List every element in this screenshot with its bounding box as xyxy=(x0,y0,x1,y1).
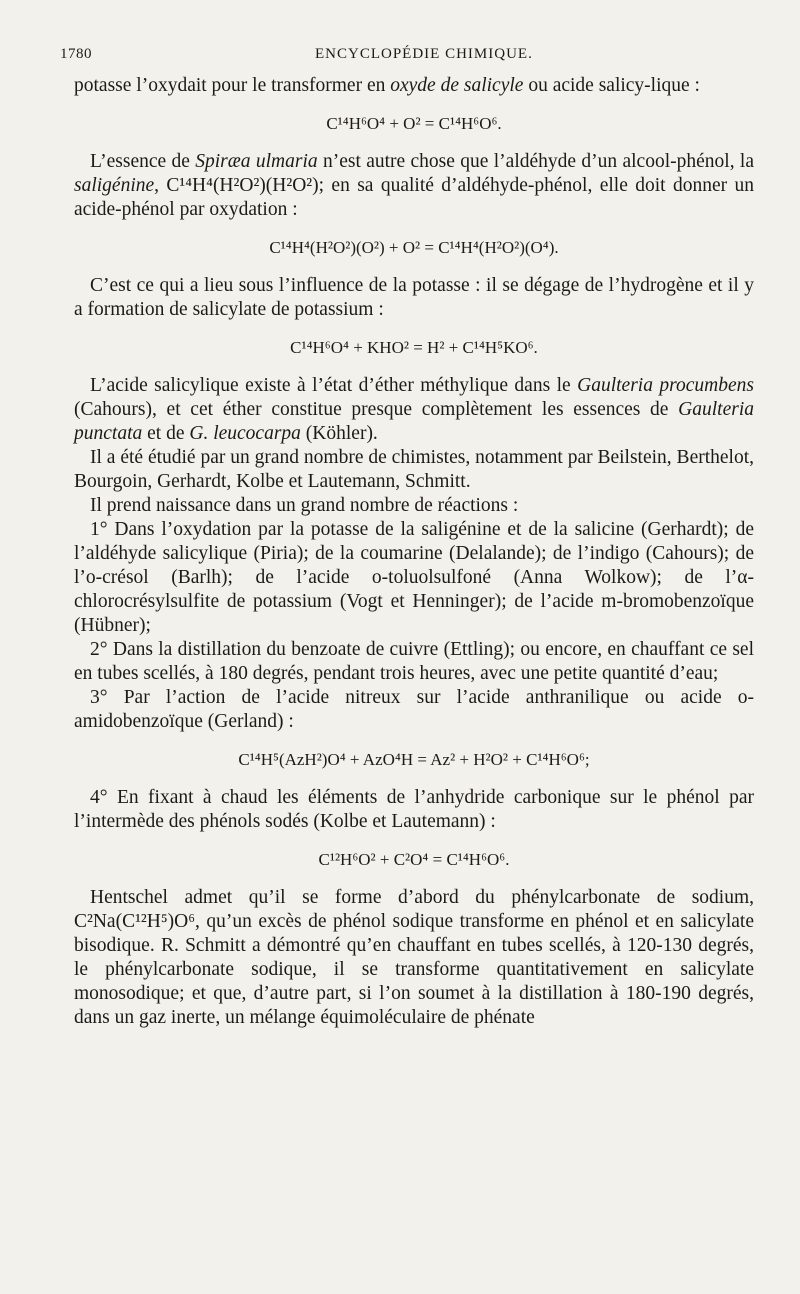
paragraph-4 xyxy=(74,374,754,446)
equation-3: C¹⁴H⁶O⁴ + KHO² = H² + C¹⁴H⁵KO⁶. xyxy=(290,338,538,357)
italic-term: Spiræa ulmaria xyxy=(195,151,318,172)
equation-1: C¹⁴H⁶O⁴ + O² = C¹⁴H⁶O⁶. xyxy=(326,114,502,133)
text-span: , C¹⁴H⁴(H²O²)(H²O²); en sa qualité d’aldéhyde-phénol, elle doit donner un acide-phénol par oxydation : xyxy=(74,175,754,220)
equation-5: C¹²H⁶O² + C²O⁴ = C¹⁴H⁶O⁶. xyxy=(318,850,510,869)
text-span: (Köhler). xyxy=(300,423,378,444)
text-span: (Cahours), et cet éther constitue presque complètement les essences de xyxy=(74,399,679,420)
paragraph-1 xyxy=(74,74,754,98)
text-span: n’est autre chose que l’aldéhyde d’un alcool-phénol, la xyxy=(317,151,754,172)
text-span: L’essence de xyxy=(90,151,196,172)
paragraph-2 xyxy=(74,150,754,222)
text-span: ou acide salicy-lique : xyxy=(523,75,700,96)
italic-term: G. leucocarpa xyxy=(189,423,301,444)
paragraph-7: 1° Dans l’oxydation par la potasse de la saligénine et de la salicine (Gerhardt); de l’aldéhyde salicylique (Piria); de la coumarine (Delalande); de l’indigo (Cahours); de l’o-crésol (Barlh); de l’acide o-toluolsulfoné (Anna Wolkow); de l’α-chlorocrésylsulfite de potassium (Vogt et Henninger); de l’acide m-bromobenzoïque (Hübner); xyxy=(74,519,754,636)
running-title: ENCYCLOPÉDIE CHIMIQUE. xyxy=(315,46,533,62)
italic-term: oxyde de salicyle xyxy=(390,75,524,96)
page-body xyxy=(74,74,754,1030)
italic-term: saligénine xyxy=(74,175,155,196)
text-span: L’acide salicylique existe à l’état d’éther méthylique dans le xyxy=(90,375,578,396)
equation-4: C¹⁴H⁵(AzH²)O⁴ + AzO⁴H = Az² + H²O² + C¹⁴H⁶O⁶; xyxy=(238,750,590,769)
paragraph-11: Hentschel admet qu’il se forme d’abord du phénylcarbonate de sodium, C²Na(C¹²H⁵)O⁶, qu’un excès de phénol sodique transforme en phénol et en salicylate bisodique. R. Schmitt a démontré qu’en chauffant en tubes scellés, à 120-130 degrés, le phénylcarbonate sodique, il se transforme quantitativement en salicylate monosodique; et que, d’autre part, si l’on soumet à la distillation à 180-190 degrés, dans un gaz inerte, un mélange équimoléculaire de phénate xyxy=(74,887,754,1028)
italic-term: Gaulteria procumbens xyxy=(577,375,754,396)
text-span: potasse l’oxydait pour le transformer en xyxy=(74,75,391,96)
paragraph-8: 2° Dans la distillation du benzoate de cuivre (Ettling); ou encore, en chauffant ce sel en tubes scellés, à 180 degrés, pendant trois heures, avec une petite quantité d’eau; xyxy=(74,639,754,684)
equation-2: C¹⁴H⁴(H²O²)(O²) + O² = C¹⁴H⁴(H²O²)(O⁴). xyxy=(269,238,559,257)
paragraph-5: Il a été étudié par un grand nombre de chimistes, notamment par Beilstein, Berthelot, Bourgoin, Gerhardt, Kolbe et Lautemann, Schmitt. xyxy=(74,447,754,492)
page-number: 1780 xyxy=(60,46,92,62)
italic-term: Gaulteria punctata xyxy=(74,399,754,444)
paragraph-6: Il prend naissance dans un grand nombre de réactions : xyxy=(90,495,519,516)
text-span: et de xyxy=(142,423,190,444)
paragraph-9: 3° Par l’action de l’acide nitreux sur l’acide anthranilique ou acide o-amidobenzoïque (Gerland) : xyxy=(74,687,754,732)
paragraph-3: C’est ce qui a lieu sous l’influence de la potasse : il se dégage de l’hydrogène et il y a formation de salicylate de potassium : xyxy=(74,275,754,320)
paragraph-10: 4° En fixant à chaud les éléments de l’anhydride carbonique sur le phénol par l’intermède des phénols sodés (Kolbe et Lautemann) : xyxy=(74,787,754,832)
